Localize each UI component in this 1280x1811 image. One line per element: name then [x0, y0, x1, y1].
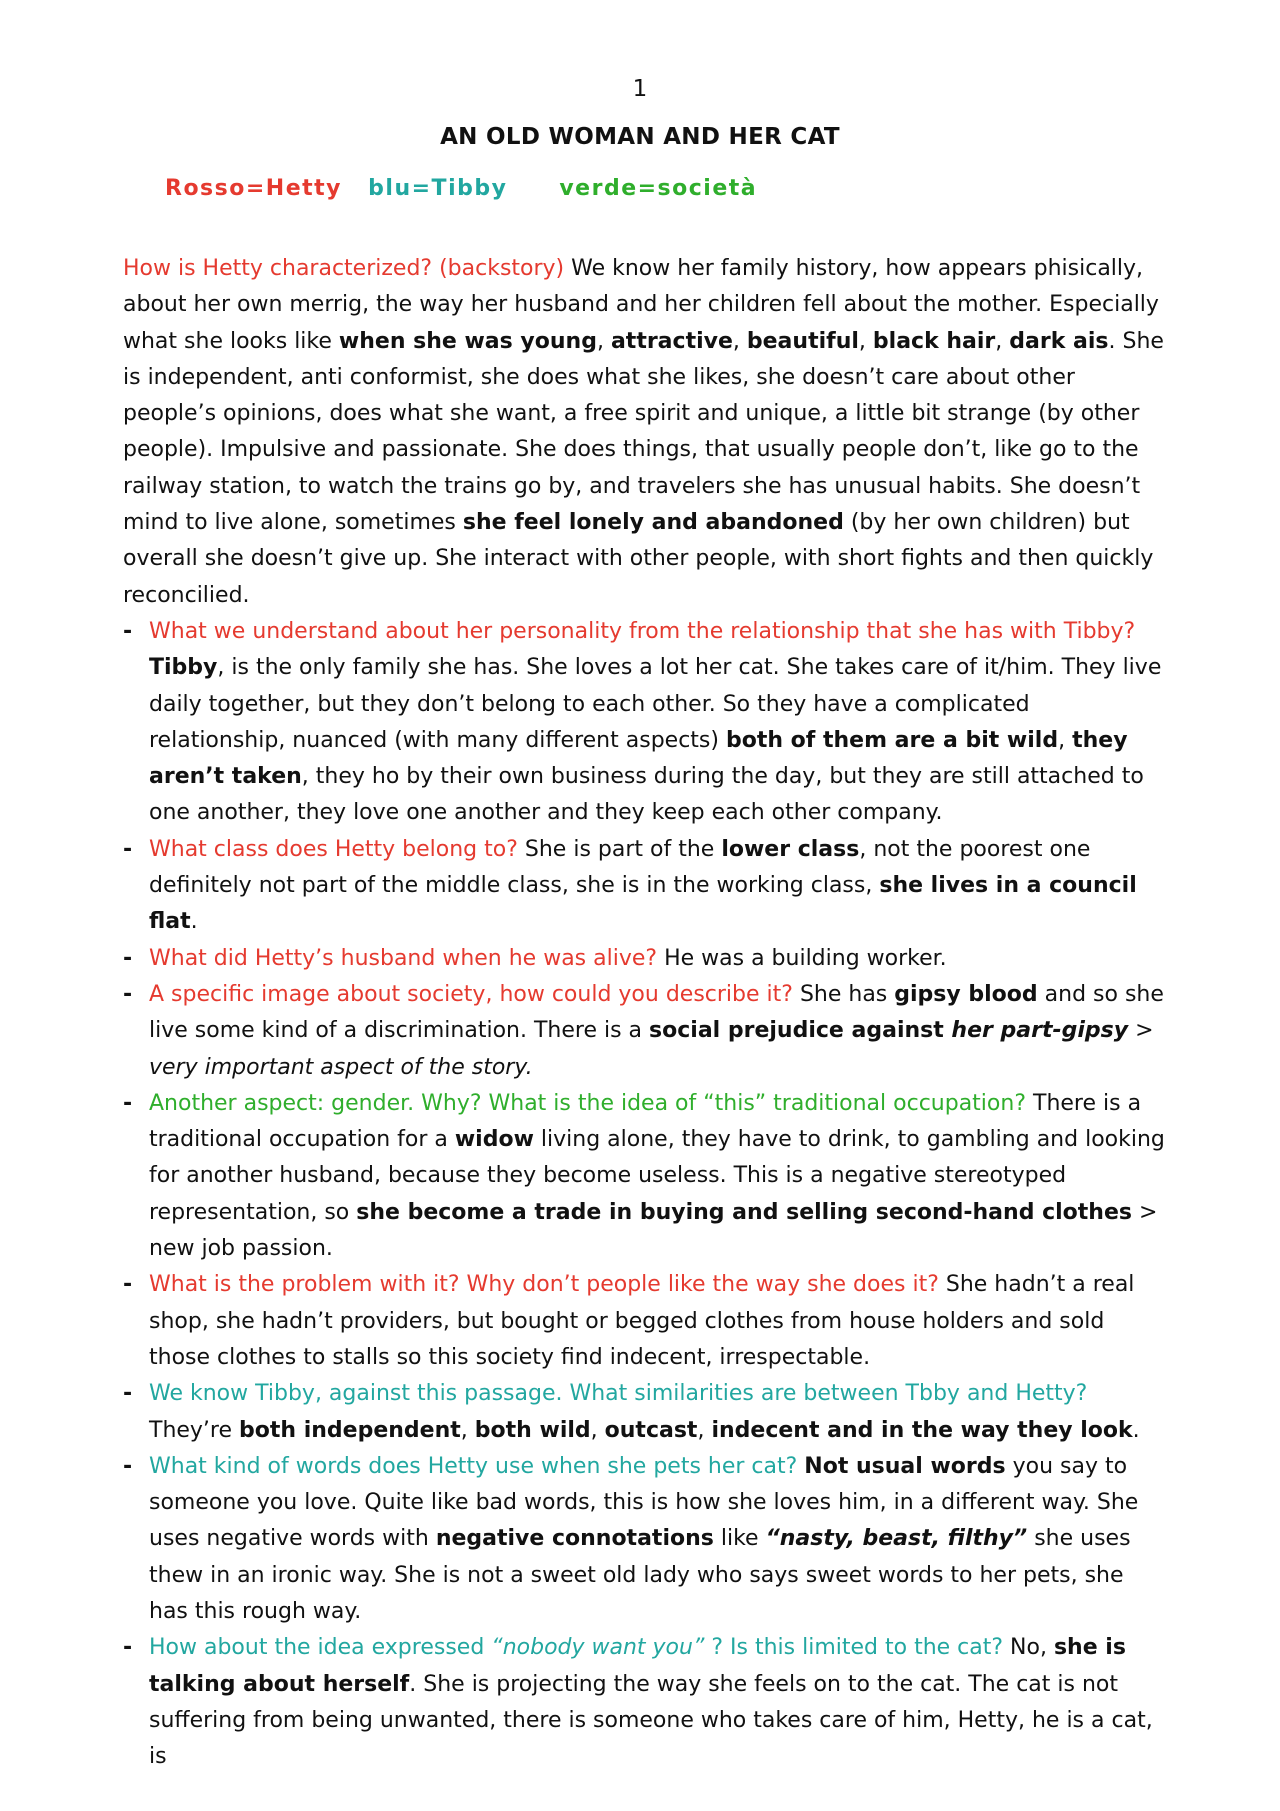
question-text: What we understand about her personality from the relationship that she has with Tibby? [149, 618, 1136, 644]
question-text: We know Tibby, against this passage. What similarities are between Tbby and Hetty? [149, 1381, 1088, 1407]
page-number: 1 [632, 76, 648, 102]
question-text: What class does Hetty belong to? [149, 836, 518, 862]
question-text: What is the problem with it? Why don’t people like the way she does it? [149, 1272, 939, 1298]
page-title: AN OLD WOMAN AND HER CAT [440, 124, 840, 150]
question-list [123, 614, 1168, 1776]
question-text: How about the idea expressed “nobody want you” ? Is this limited to the cat? [149, 1635, 1004, 1661]
question-text: Another aspect: gender. Why? What is the idea of “this” traditional occupation? [149, 1090, 1027, 1116]
list-item: - What kind of words does Hetty use when she pets her cat? Not usual words you say to someone you love. Quite like bad words, this is how she loves him, in a different way. She uses negative words with negative connotations like “nasty, beast, filthy” she uses thew in an ironic way. She is not a sweet old lady who says sweet words to her pets, she has this rough way. [123, 1449, 1168, 1630]
list-item: - How about the idea expressed “nobody want you” ? Is this limited to the cat? No, she is talking about herself. She is projecting the way she feels on to the cat. The cat is not suffering from being unwanted, there is someone who takes care of him, Hetty, he is a cat, is [123, 1630, 1168, 1775]
list-item: - What did Hetty’s husband when he was alive? He was a building worker. [123, 941, 1168, 977]
question-text: What kind of words does Hetty use when she pets her cat? [149, 1453, 798, 1479]
list-item: - What we understand about her personality from the relationship that she has with Tibby? Tibby, is the only family she has. She loves a lot her cat. She takes care of it/him. They live daily together, but they don’t belong to each other. So they have a complicated relationship, nuanced (with many different aspects) both of them are a bit wild, they aren’t taken, they ho by their own business during the day, but they are still attached to one another, they love one another and they keep each other company. [123, 614, 1168, 832]
list-item: - Another aspect: gender. Why? What is the idea of “this” traditional occupation? There is a traditional occupation for a widow living alone, they have to drink, to gambling and looking for another husband, because they become useless. This is a negative stereotyped representation, so she become a trade in buying and selling second-hand clothes > new job passion. [123, 1086, 1168, 1267]
list-item: - What class does Hetty belong to? She is part of the lower class, not the poorest one definitely not part of the middle class, she is in the working class, she lives in a council flat. [123, 832, 1168, 941]
list-item: - A specific image about society, how could you describe it? She has gipsy blood and so she live some kind of a discrimination. There is a social prejudice against her part-gipsy > very important aspect of the story. [123, 977, 1168, 1086]
document-body [123, 251, 1168, 1775]
legend-red: Rosso=Hetty [165, 176, 342, 201]
list-item: - What is the problem with it? Why don’t people like the way she does it? She hadn’t a real shop, she hadn’t providers, but bought or begged clothes from house holders and sold those clothes to stalls so this society find indecent, irrespectable. [123, 1267, 1168, 1376]
intro-question: How is Hetty characterized? (backstory) [123, 256, 565, 281]
list-item: - We know Tibby, against this passage. What similarities are between Tbby and Hetty? They’re both independent, both wild, outcast, indecent and in the way they look. [123, 1376, 1168, 1449]
legend-green: verde=società [559, 176, 758, 201]
question-text: What did Hetty’s husband when he was alive? [149, 945, 658, 971]
color-legend [165, 176, 757, 201]
intro-paragraph: How is Hetty characterized? (backstory) We know her family history, how appears phisically, about her own merrig, the way her husband and her children fell about the mother. Especially what she looks like when she was young, attractive, beautiful, black hair, dark ais. She is independent, anti conformist, she does what she likes, she doesn’t care about other people’s opinions, does what she want, a free spirit and unique, a little bit strange (by other people). Impulsive and passionate. She does things, that usually people don’t, like go to the railway station, to watch the trains go by, and travelers she has unusual habits. She doesn’t mind to live alone, sometimes she feel lonely and abandoned (by her own children) but overall she doesn’t give up. She interact with other people, with short fights and then quickly reconcilied. [123, 256, 1164, 608]
legend-blue: blu=Tibby [368, 176, 508, 201]
question-text: A specific image about society, how could you describe it? [149, 981, 793, 1007]
